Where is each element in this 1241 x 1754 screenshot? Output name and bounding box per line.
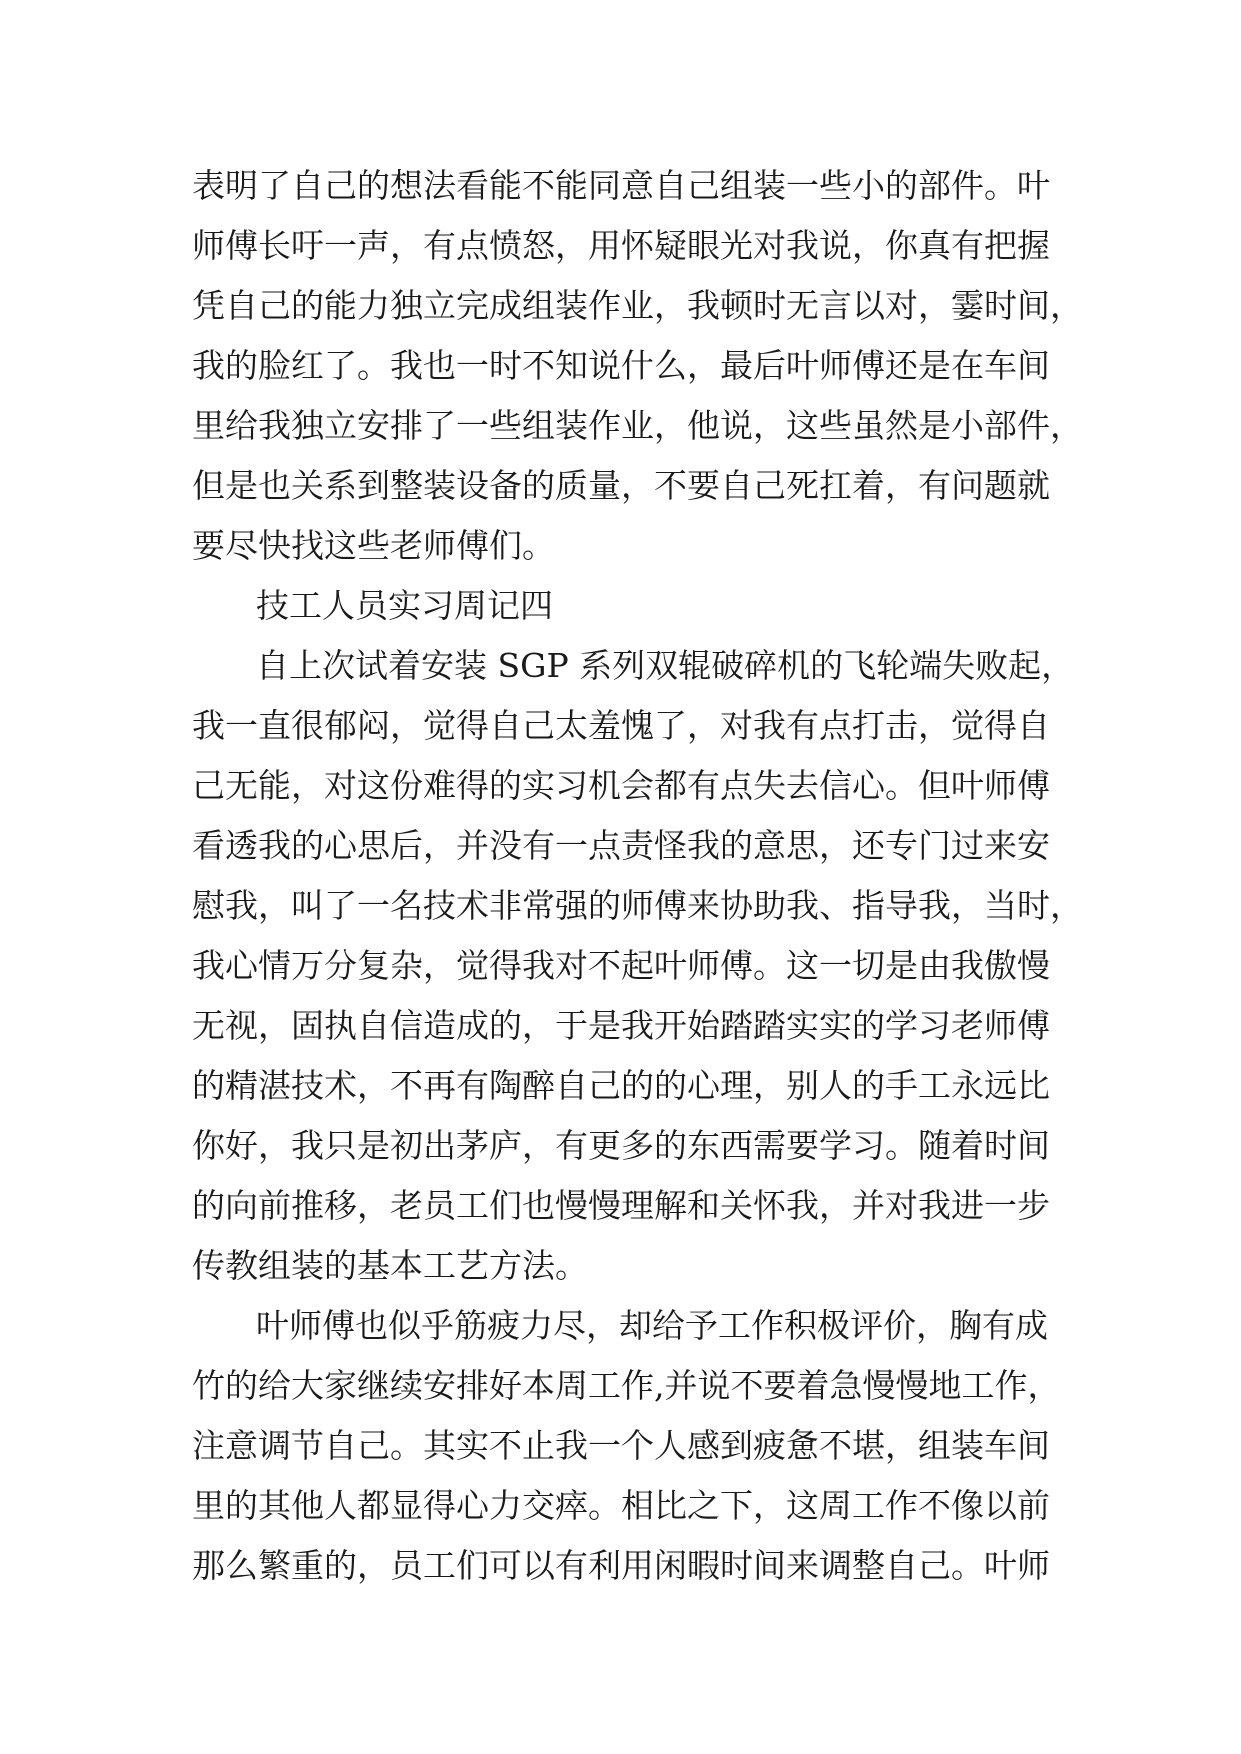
body-text-line: 慰我，叫了一名技术非常强的师傅来协助我、指导我，当时， — [192, 886, 1083, 925]
body-text-line: 竹的给大家继续安排好本周工作,并说不要着急慢慢地工作， — [192, 1366, 1061, 1405]
body-text-line: 注意调节自己。其实不止我一个人感到疲惫不堪，组装车间 — [192, 1426, 1050, 1465]
body-text-line: 要尽快找这些老师傅们。 — [192, 526, 555, 565]
body-text-line: 但是也关系到整装设备的质量，不要自己死扛着，有问题就 — [192, 466, 1050, 505]
body-text-line: 的精湛技术，不再有陶醉自己的的心理，别人的手工永远比 — [192, 1066, 1050, 1105]
body-text-line: 你好，我只是初出茅庐，有更多的东西需要学习。随着时间 — [192, 1126, 1050, 1165]
body-text-line: 我的脸红了。我也一时不知说什么，最后叶师傅还是在车间 — [192, 346, 1050, 385]
body-text-line: 里给我独立安排了一些组装作业，他说，这些虽然是小部件， — [192, 406, 1083, 445]
body-text-line: 凭自己的能力独立完成组装作业，我顿时无言以对，霎时间， — [192, 286, 1083, 325]
body-text-line: 看透我的心思后，并没有一点责怪我的意思，还专门过来安 — [192, 826, 1050, 865]
body-text-line: 我心情万分复杂，觉得我对不起叶师傅。这一切是由我傲慢 — [192, 946, 1050, 985]
body-text-line: 己无能，对这份难得的实习机会都有点失去信心。但叶师傅 — [192, 766, 1050, 805]
body-text-line: 的向前推移，老员工们也慢慢理解和关怀我，并对我进一步 — [192, 1186, 1050, 1225]
body-text-line: 师傅长吁一声，有点愤怒，用怀疑眼光对我说，你真有把握 — [192, 226, 1050, 265]
body-text-line: 表明了自己的想法看能不能同意自己组装一些小的部件。叶 — [192, 166, 1050, 205]
body-text-line: 无视，固执自信造成的，于是我开始踏踏实实的学习老师傅 — [192, 1006, 1050, 1045]
body-text-line: 里的其他人都显得心力交瘁。相比之下，这周工作不像以前 — [192, 1486, 1050, 1525]
section-heading: 技工人员实习周记四 — [256, 586, 553, 625]
body-text-line: 传教组装的基本工艺方法。 — [192, 1246, 588, 1285]
body-text-line: 自上次试着安装 SGP 系列双辊破碎机的飞轮端失败起， — [256, 646, 1075, 685]
body-text-line: 叶师傅也似乎筋疲力尽，却给予工作积极评价，胸有成 — [256, 1306, 1048, 1345]
body-text-line: 我一直很郁闷，觉得自己太羞愧了，对我有点打击，觉得自 — [192, 706, 1050, 745]
body-text-line: 那么繁重的，员工们可以有利用闲暇时间来调整自己。叶师 — [192, 1546, 1050, 1585]
